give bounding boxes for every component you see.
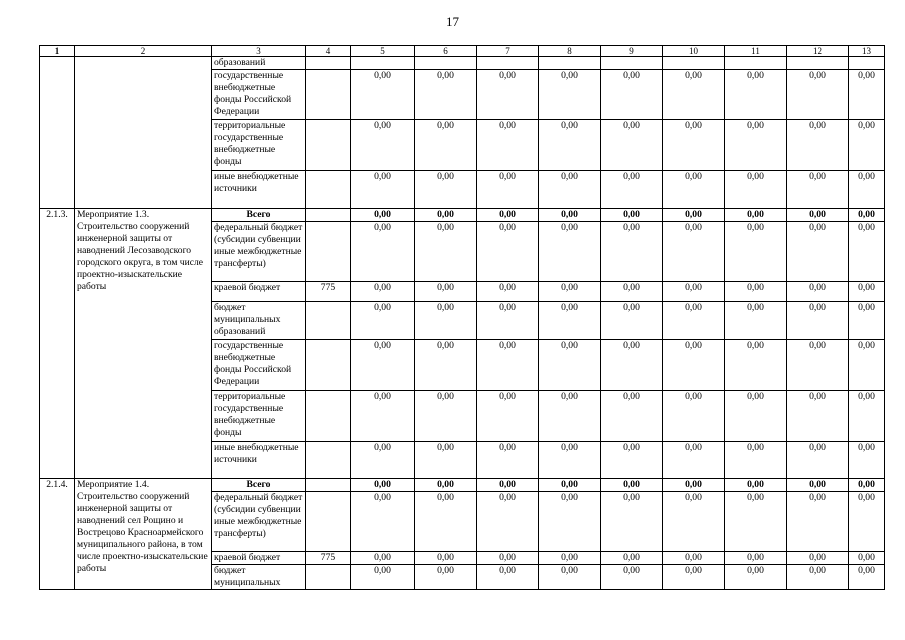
column-number: 2 xyxy=(75,46,212,57)
amount-cell: 0,00 xyxy=(849,442,885,479)
amount-cell: 0,00 xyxy=(477,442,539,479)
amount-cell: 0,00 xyxy=(725,171,787,209)
amount-cell: 0,00 xyxy=(787,120,849,171)
amount-cell: 0,00 xyxy=(415,442,477,479)
activity-number: 2.1.4. xyxy=(40,479,75,590)
amount-cell: 0,00 xyxy=(663,302,725,340)
amount-cell: 0,00 xyxy=(663,282,725,302)
budget-code xyxy=(306,492,351,552)
amount-cell: 0,00 xyxy=(351,340,415,391)
amount-cell: 0,00 xyxy=(787,282,849,302)
amount-cell: 0,00 xyxy=(539,209,601,222)
amount-cell: 0,00 xyxy=(351,552,415,565)
amount-cell: 0,00 xyxy=(539,391,601,442)
column-number: 7 xyxy=(477,46,539,57)
budget-code xyxy=(306,70,351,120)
amount-cell: 0,00 xyxy=(849,565,885,590)
amount-cell: 0,00 xyxy=(787,391,849,442)
amount-cell: 0,00 xyxy=(539,565,601,590)
amount-cell: 0,00 xyxy=(539,442,601,479)
budget-code: 775 xyxy=(306,282,351,302)
total-row xyxy=(40,209,885,222)
amount-cell xyxy=(477,57,539,70)
funding-source: краевой бюджет xyxy=(212,552,306,565)
amount-cell: 0,00 xyxy=(601,222,663,282)
amount-cell: 0,00 xyxy=(601,479,663,492)
amount-cell: 0,00 xyxy=(477,492,539,552)
amount-cell: 0,00 xyxy=(351,479,415,492)
amount-cell: 0,00 xyxy=(351,70,415,120)
amount-cell: 0,00 xyxy=(477,120,539,171)
amount-cell: 0,00 xyxy=(415,282,477,302)
amount-cell: 0,00 xyxy=(849,222,885,282)
amount-cell xyxy=(663,57,725,70)
budget-code xyxy=(306,57,351,70)
funding-source: территориальные государственные внебюджетные фонды xyxy=(212,120,306,171)
amount-cell: 0,00 xyxy=(351,171,415,209)
amount-cell: 0,00 xyxy=(725,391,787,442)
amount-cell: 0,00 xyxy=(787,492,849,552)
amount-cell: 0,00 xyxy=(477,565,539,590)
amount-cell: 0,00 xyxy=(601,282,663,302)
amount-cell: 0,00 xyxy=(849,70,885,120)
page-number: 17 xyxy=(446,14,459,29)
amount-cell: 0,00 xyxy=(849,171,885,209)
amount-cell: 0,00 xyxy=(849,391,885,442)
amount-cell: 0,00 xyxy=(415,209,477,222)
amount-cell: 0,00 xyxy=(663,565,725,590)
budget-code xyxy=(306,479,351,492)
amount-cell: 0,00 xyxy=(663,492,725,552)
budget-code xyxy=(306,340,351,391)
column-number: 1 xyxy=(40,46,75,57)
amount-cell: 0,00 xyxy=(725,222,787,282)
amount-cell: 0,00 xyxy=(351,565,415,590)
amount-cell xyxy=(351,57,415,70)
amount-cell: 0,00 xyxy=(663,479,725,492)
amount-cell: 0,00 xyxy=(849,302,885,340)
funding-source: бюджет муниципальных образований xyxy=(212,302,306,340)
amount-cell: 0,00 xyxy=(539,70,601,120)
amount-cell: 0,00 xyxy=(539,120,601,171)
amount-cell: 0,00 xyxy=(663,209,725,222)
total-row xyxy=(40,479,885,492)
column-number: 11 xyxy=(725,46,787,57)
amount-cell: 0,00 xyxy=(787,209,849,222)
amount-cell xyxy=(539,57,601,70)
amount-cell: 0,00 xyxy=(415,340,477,391)
amount-cell: 0,00 xyxy=(477,209,539,222)
amount-cell: 0,00 xyxy=(601,340,663,391)
amount-cell: 0,00 xyxy=(415,565,477,590)
amount-cell: 0,00 xyxy=(601,492,663,552)
amount-cell: 0,00 xyxy=(663,391,725,442)
amount-cell: 0,00 xyxy=(539,171,601,209)
funding-source: федеральный бюджет (субсидии субвенции иные межбюджетные трансферты) xyxy=(212,222,306,282)
amount-cell: 0,00 xyxy=(725,552,787,565)
budget-code xyxy=(306,209,351,222)
amount-cell: 0,00 xyxy=(415,171,477,209)
column-number: 9 xyxy=(601,46,663,57)
budget-code xyxy=(306,222,351,282)
activity-name: Мероприятие 1.4. Строительство сооружений инженерной защиты от наводнений сел Рощино и Вострецово Красноармейского муниципального района, в том числе проектно-изыскательские работы xyxy=(75,479,212,590)
amount-cell: 0,00 xyxy=(663,442,725,479)
amount-cell: 0,00 xyxy=(601,442,663,479)
amount-cell: 0,00 xyxy=(415,479,477,492)
amount-cell: 0,00 xyxy=(351,222,415,282)
amount-cell: 0,00 xyxy=(787,442,849,479)
amount-cell: 0,00 xyxy=(601,302,663,340)
amount-cell: 0,00 xyxy=(351,282,415,302)
amount-cell: 0,00 xyxy=(601,391,663,442)
funding-source: бюджет муниципальных xyxy=(212,565,306,590)
amount-cell: 0,00 xyxy=(351,120,415,171)
amount-cell: 0,00 xyxy=(601,565,663,590)
amount-cell: 0,00 xyxy=(725,442,787,479)
amount-cell: 0,00 xyxy=(725,70,787,120)
funding-source: федеральный бюджет (субсидии субвенции иные межбюджетные трансферты) xyxy=(212,492,306,552)
amount-cell: 0,00 xyxy=(725,302,787,340)
amount-cell: 0,00 xyxy=(725,492,787,552)
table-body xyxy=(40,46,885,590)
funding-source: краевой бюджет xyxy=(212,282,306,302)
activity-name: Мероприятие 1.3. Строительство сооружений инженерной защиты от наводнений Лесозаводского городского округа, в том числе проектно-изыскательские работы xyxy=(75,209,212,479)
amount-cell: 0,00 xyxy=(725,479,787,492)
amount-cell: 0,00 xyxy=(849,282,885,302)
amount-cell xyxy=(601,57,663,70)
amount-cell: 0,00 xyxy=(725,282,787,302)
column-number: 5 xyxy=(351,46,415,57)
amount-cell: 0,00 xyxy=(787,565,849,590)
amount-cell: 0,00 xyxy=(351,391,415,442)
budget-code xyxy=(306,302,351,340)
amount-cell: 0,00 xyxy=(477,340,539,391)
amount-cell: 0,00 xyxy=(601,171,663,209)
amount-cell: 0,00 xyxy=(787,479,849,492)
column-number: 13 xyxy=(849,46,885,57)
column-number-row xyxy=(40,46,885,57)
amount-cell: 0,00 xyxy=(601,552,663,565)
activity-name-cell xyxy=(75,57,212,209)
activity-number: 2.1.3. xyxy=(40,209,75,479)
funding-source: образований xyxy=(212,57,306,70)
amount-cell: 0,00 xyxy=(725,565,787,590)
amount-cell: 0,00 xyxy=(663,70,725,120)
amount-cell: 0,00 xyxy=(539,302,601,340)
amount-cell: 0,00 xyxy=(539,479,601,492)
amount-cell: 0,00 xyxy=(415,492,477,552)
amount-cell: 0,00 xyxy=(787,340,849,391)
budget-code xyxy=(306,442,351,479)
funding-source: Всего xyxy=(212,479,306,492)
amount-cell: 0,00 xyxy=(601,209,663,222)
amount-cell: 0,00 xyxy=(849,552,885,565)
amount-cell: 0,00 xyxy=(415,391,477,442)
funding-source: иные внебюджетные источники xyxy=(212,442,306,479)
amount-cell: 0,00 xyxy=(415,222,477,282)
amount-cell: 0,00 xyxy=(415,552,477,565)
funding-source: Всего xyxy=(212,209,306,222)
amount-cell: 0,00 xyxy=(663,120,725,171)
amount-cell: 0,00 xyxy=(539,282,601,302)
budget-code: 775 xyxy=(306,552,351,565)
amount-cell: 0,00 xyxy=(601,120,663,171)
amount-cell: 0,00 xyxy=(477,282,539,302)
column-number: 10 xyxy=(663,46,725,57)
activity-number-cell xyxy=(40,57,75,209)
budget-code xyxy=(306,120,351,171)
column-number: 6 xyxy=(415,46,477,57)
funding-source: государственные внебюджетные фонды Российской Федерации xyxy=(212,70,306,120)
amount-cell: 0,00 xyxy=(477,171,539,209)
amount-cell: 0,00 xyxy=(601,70,663,120)
amount-cell: 0,00 xyxy=(415,302,477,340)
amount-cell: 0,00 xyxy=(725,340,787,391)
amount-cell: 0,00 xyxy=(539,340,601,391)
amount-cell: 0,00 xyxy=(787,552,849,565)
column-number: 3 xyxy=(212,46,306,57)
amount-cell: 0,00 xyxy=(477,552,539,565)
column-number: 8 xyxy=(539,46,601,57)
amount-cell: 0,00 xyxy=(477,70,539,120)
amount-cell: 0,00 xyxy=(787,70,849,120)
budget-code xyxy=(306,171,351,209)
funding-source: государственные внебюджетные фонды Российской Федерации xyxy=(212,340,306,391)
amount-cell: 0,00 xyxy=(663,171,725,209)
amount-cell: 0,00 xyxy=(663,340,725,391)
amount-cell xyxy=(725,57,787,70)
amount-cell: 0,00 xyxy=(351,302,415,340)
amount-cell: 0,00 xyxy=(539,492,601,552)
funding-source: территориальные государственные внебюджетные фонды xyxy=(212,391,306,442)
amount-cell: 0,00 xyxy=(539,222,601,282)
column-number: 4 xyxy=(306,46,351,57)
amount-cell: 0,00 xyxy=(477,479,539,492)
amount-cell: 0,00 xyxy=(849,120,885,171)
amount-cell: 0,00 xyxy=(663,222,725,282)
amount-cell: 0,00 xyxy=(415,120,477,171)
table-row xyxy=(40,57,885,70)
amount-cell: 0,00 xyxy=(477,391,539,442)
amount-cell: 0,00 xyxy=(787,222,849,282)
budget-code xyxy=(306,391,351,442)
budget-table xyxy=(39,45,885,590)
amount-cell: 0,00 xyxy=(477,302,539,340)
amount-cell: 0,00 xyxy=(849,492,885,552)
funding-source: иные внебюджетные источники xyxy=(212,171,306,209)
amount-cell: 0,00 xyxy=(351,492,415,552)
amount-cell: 0,00 xyxy=(725,209,787,222)
amount-cell: 0,00 xyxy=(477,222,539,282)
amount-cell: 0,00 xyxy=(849,479,885,492)
amount-cell: 0,00 xyxy=(849,340,885,391)
amount-cell: 0,00 xyxy=(351,209,415,222)
amount-cell: 0,00 xyxy=(539,552,601,565)
amount-cell: 0,00 xyxy=(351,442,415,479)
amount-cell xyxy=(787,57,849,70)
column-number: 12 xyxy=(787,46,849,57)
amount-cell xyxy=(415,57,477,70)
amount-cell: 0,00 xyxy=(415,70,477,120)
amount-cell: 0,00 xyxy=(663,552,725,565)
budget-code xyxy=(306,565,351,590)
amount-cell: 0,00 xyxy=(725,120,787,171)
amount-cell xyxy=(849,57,885,70)
amount-cell: 0,00 xyxy=(849,209,885,222)
amount-cell: 0,00 xyxy=(787,171,849,209)
amount-cell: 0,00 xyxy=(787,302,849,340)
